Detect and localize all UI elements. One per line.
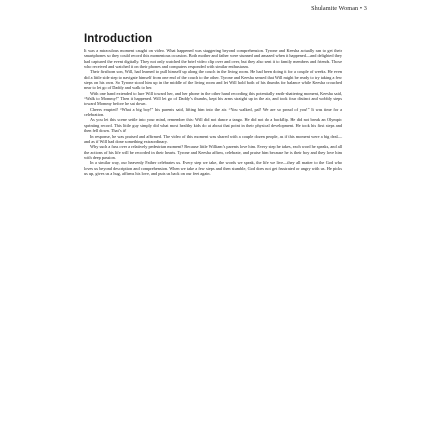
paragraph: As you let this scene settle into your mind, remember this: Will did not dance a tango. He did not do a backflip. He did not break an Olympic sprinting record. This little guy simply did what most healthy kids do at about that point in their physical development. He took his first steps and then fell down. That’s it! [84,117,342,134]
paragraph: With one hand extended to lure Will toward her, and her phone in the other hand recording this potentially earth-shattering moment, Keesha said, “Walk to Mommy!” Then it happened. Will let go of Daddy’s thumbs, kept his arms straight up in the air, and took four distinct and wobbly steps toward Mommy before he sat down. [84,90,342,107]
paragraph: In response, he was praised and affirmed. The video of this moment was shared with a couple dozen people, as if this moment were a big deal—and as if Will had done something extraordinary. [84,133,342,144]
running-head: Shulamite Woman • 3 [311,5,367,12]
paragraph: Why such a fuss over a relatively pedestrian moment? Because little William’s parents love him. Every step he takes, each word he speaks, and all the actions of his life will be recorded in their hearts. Tyrone and Keesha affirm, celebrate, and praise him because he is their boy and they love him with deep passion. [84,144,342,160]
body-text [84,48,342,176]
paragraph: Cheers erupted! “What a big boy!” his parents said, lifting him into the air. “You walked, pal! We are so proud of you!” It was time for a celebration. [84,106,342,118]
paragraph: Their firstborn son, Will, had learned to pull himself up along the couch in the living room. He had been doing it for a couple of weeks. He even did a little side step to navigate himself from one end of the couch to the other. Tyrone and Keesha sensed that Will might be ready to try taking a few steps on his own. So Tyrone stood him up in the middle of the living room and let Will hold both of his thumbs for balance while Keesha crouched near to let go of Daddy and walk to her. [84,69,342,91]
paragraph: In a similar way, our heavenly Father celebrates us. Every step we take, the words we speak, the life we live—they all matter to the God who loves us beyond description and comprehension. When we take a few steps and then stumble, God does not get frustrated or angry with us. He picks us up, gives us a hug, affirms his love, and puts us back on our feet again. [84,160,342,176]
chapter-title: Introduction [84,33,153,45]
paragraph: It was a miraculous moment caught on video. What happened was staggering beyond comprehension. Tyrone and Keesha actually ran to get their smartphones so they could record this momentous occasion. Both mother and father were stunned and amazed when it happened—and delighted they had captured the event digitally. They not only watched the brief video clip over and over, but they also sent it to family members and friends. Those who received and watched it on their phones and computers responded with similar enthusiasm. [84,48,342,70]
